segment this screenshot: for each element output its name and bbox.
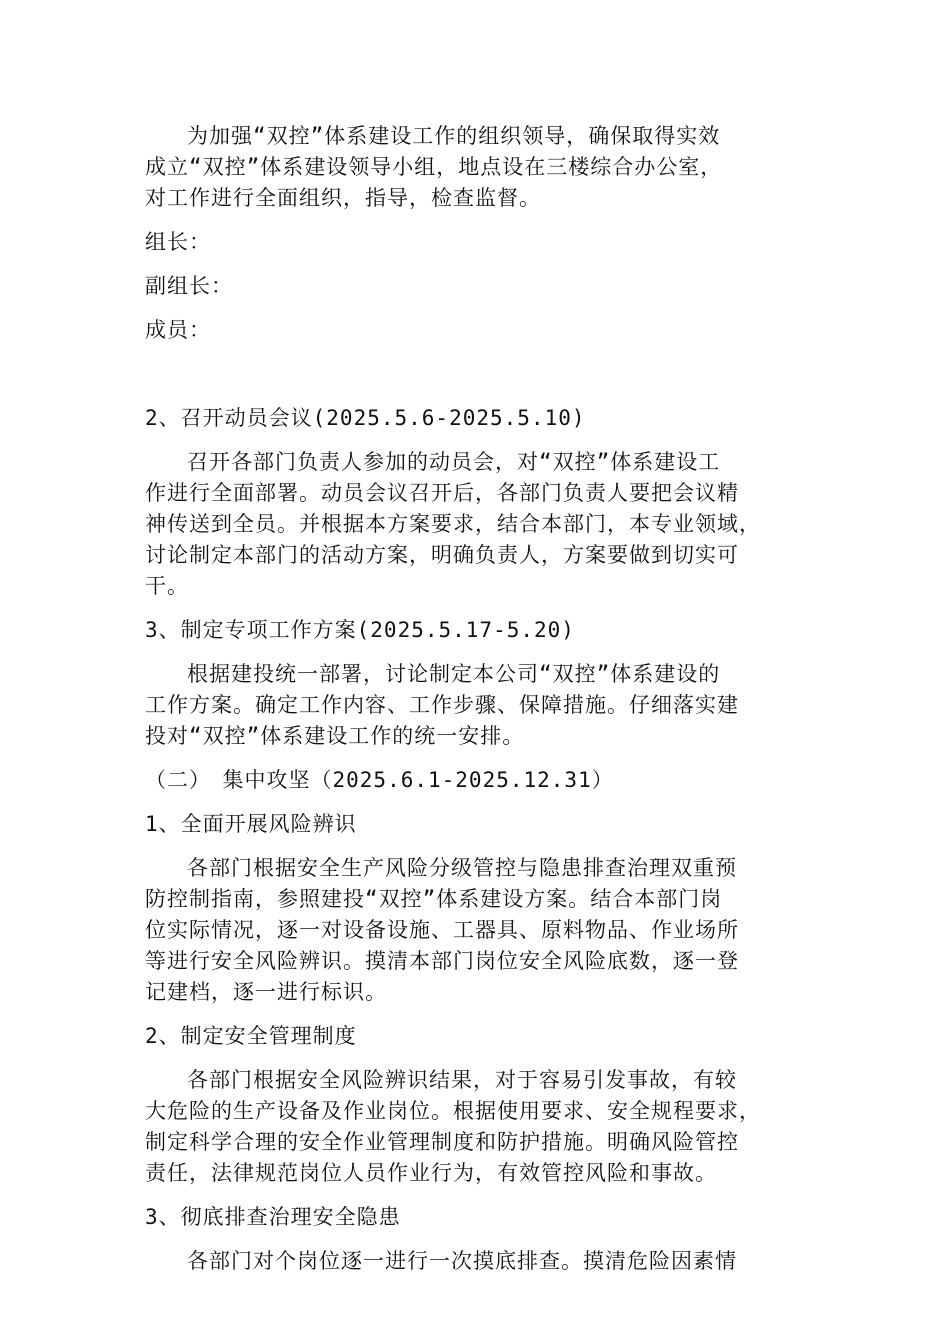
spacer [145, 359, 825, 403]
text-line: 投对“双控”体系建设工作的统一安排。 [145, 724, 525, 748]
text-line: 责任，法律规范岗位人员作业行为，有效管控风险和事故。 [145, 1161, 717, 1185]
team-leader-label: 组长： [145, 230, 211, 254]
document-page [145, 121, 825, 1290]
phase2-item2-heading: 2、制定安全管理制度 [145, 1024, 357, 1048]
text-line: 工作方案。确定工作内容、工作步骤、保障措施。仔细落实建 [145, 693, 739, 717]
text-line: 干。 [145, 574, 189, 598]
team-members-label: 成员： [145, 318, 211, 342]
text-line: 各部门对个岗位逐一进行一次摸底排查。摸清危险因素情 [187, 1249, 737, 1273]
text-line: 讨论制定本部门的活动方案，明确负责人，方案要做到切实可 [145, 543, 739, 567]
text-line: 制定科学合理的安全作业管理制度和防护措施。明确风险管控 [145, 1130, 739, 1154]
phase2-heading: （二） 集中攻坚（2025.6.1-2025.12.31） [145, 768, 614, 792]
text-line: 等进行安全风险辨识。摸清本部门岗位安全风险底数，逐一登 [145, 949, 739, 973]
text-line: 记建档，逐一进行标识。 [145, 980, 387, 1004]
phase2-item2-paragraph [145, 1065, 825, 1189]
text-line: 召开各部门负责人参加的动员会，对“双控”体系建设工 [187, 450, 721, 474]
phase2-item1-paragraph [145, 853, 825, 1008]
text-line: 作进行全面部署。动员会议召开后，各部门负责人要把会议精 [145, 481, 739, 505]
text-line: 位实际情况，逐一对设备设施、工器具、原料物品、作业场所 [145, 918, 739, 942]
team-deputy-label: 副组长： [145, 274, 233, 298]
step2-heading: 2、召开动员会议(2025.5.6-2025.5.10) [145, 406, 586, 430]
step3-paragraph [145, 659, 825, 752]
phase2-item3-heading: 3、彻底排查治理安全隐患 [145, 1205, 401, 1229]
intro-paragraph [145, 121, 825, 214]
text-line: 为加强“双控”体系建设工作的组织领导，确保取得实效 [187, 124, 721, 148]
text-line: 神传送到全员。并根据本方案要求，结合本部门，本专业领域， [145, 512, 761, 536]
phase2-item1-heading: 1、全面开展风险辨识 [145, 812, 357, 836]
text-line: 各部门根据安全生产风险分级管控与隐患排查治理双重预 [187, 856, 737, 880]
phase2-item3-paragraph [145, 1246, 825, 1277]
text-line: 对工作进行全面组织，指导，检查监督。 [145, 186, 541, 210]
text-line: 防控制指南，参照建投“双控”体系建设方案。结合本部门岗 [145, 887, 723, 911]
text-line: 各部门根据安全风险辨识结果，对于容易引发事故，有较 [187, 1068, 737, 1092]
step2-paragraph [145, 447, 825, 602]
text-line: 根据建投统一部署，讨论制定本公司“双控”体系建设的 [187, 662, 721, 686]
text-line: 大危险的生产设备及作业岗位。根据使用要求、安全规程要求， [145, 1099, 761, 1123]
step3-heading: 3、制定专项工作方案(2025.5.17-5.20) [145, 618, 575, 642]
text-line: 成立“双控”体系建设领导小组，地点设在三楼综合办公室， [145, 155, 723, 179]
